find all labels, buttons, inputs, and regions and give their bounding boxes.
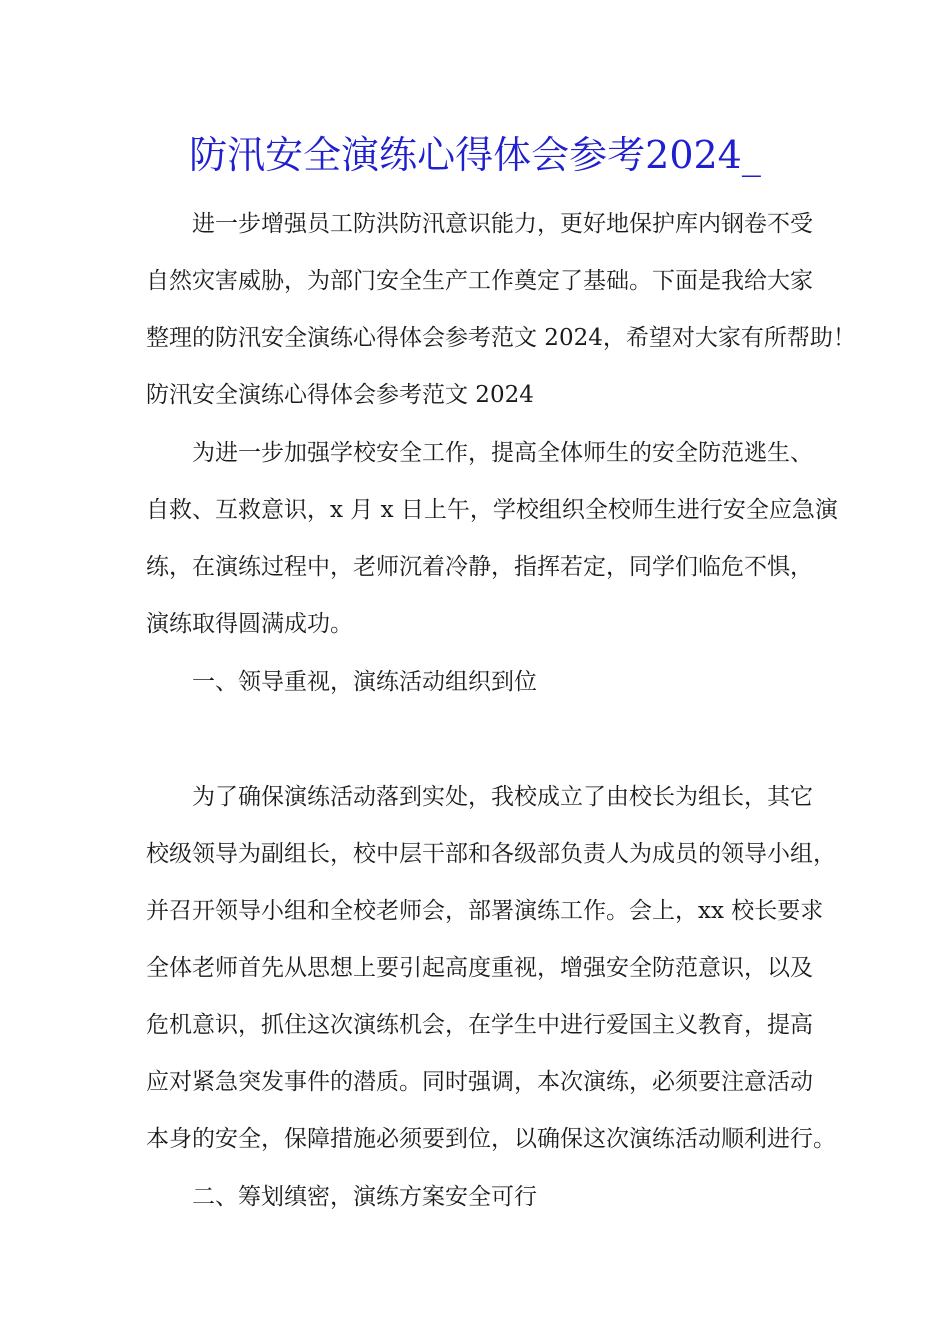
paragraph-line: 进一步增强员工防洪防汛意识能力，更好地保护库内钢卷不受 [192,211,813,237]
section-heading: 二、筹划缜密，演练方案安全可行 [192,1184,537,1210]
paragraph-line: 自救、互救意识，x 月 x 日上午，学校组织全校师生进行安全应急演 [146,497,838,523]
paragraph-line: 为进一步加强学校安全工作，提高全体师生的安全防范逃生、 [192,440,813,466]
paragraph-line: 练，在演练过程中，老师沉着冷静，指挥若定，同学们临危不惧， [146,554,813,580]
paragraph-line: 全体老师首先从思想上要引起高度重视，增强安全防范意识，以及 [146,955,813,981]
paragraph-line: 整理的防汛安全演练心得体会参考范文 2024，希望对大家有所帮助！ [146,325,856,351]
section-heading: 一、领导重视，演练活动组织到位 [192,669,537,695]
document-title: 防汛安全演练心得体会参考2024_ [189,133,761,177]
section-heading: 防汛安全演练心得体会参考范文 2024 [146,382,534,408]
paragraph-line: 演练取得圆满成功。 [146,611,353,637]
paragraph-line: 校级领导为副组长，校中层干部和各级部负责人为成员的领导小组， [146,841,836,867]
paragraph-line: 为了确保演练活动落到实处，我校成立了由校长为组长，其它 [192,784,813,810]
paragraph-line: 自然灾害威胁，为部门安全生产工作奠定了基础。下面是我给大家 [146,268,813,294]
paragraph-line: 并召开领导小组和全校老师会，部署演练工作。会上，xx 校长要求 [146,898,824,924]
paragraph-line: 本身的安全，保障措施必须要到位，以确保这次演练活动顺利进行。 [146,1126,836,1152]
paragraph-line: 危机意识，抓住这次演练机会，在学生中进行爱国主义教育，提高 [146,1012,813,1038]
paragraph-line: 应对紧急突发事件的潜质。同时强调，本次演练，必须要注意活动 [146,1069,813,1095]
